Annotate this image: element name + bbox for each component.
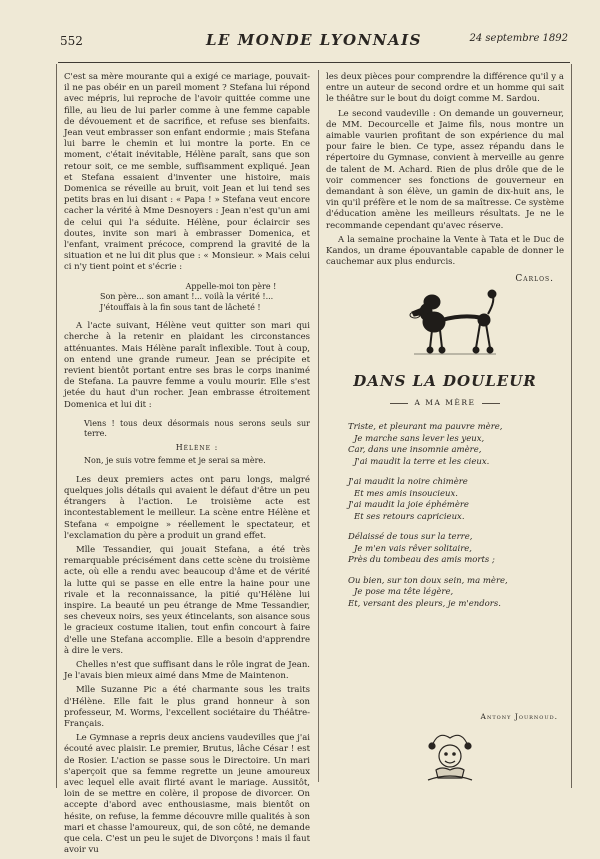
paragraph: C'est sa mère mourante qui a exigé ce mariage, pouvait-il ne pas obéir en un pareil moment ? Stefana lui répond avec mépris, lui reproche de l'avoir quittée comme une fille, au lieu de lui parler comme à une femme capable de dévouement et de sacrifice, et refuse ses bienfaits. Jean veut embrasser son enfant endormie ; mais Stefana lui barre le chemin et lui montre la porte. En ce moment, c'était inévitable, Hélène paraît, sans que son retour soit, ce me semble, suffisamment expliqué. Jean et Stefana essaient d'inventer une histoire, mais Domenica se réveille au bruit, voit Jean et lui tend ses petits bras en lui disant : « Papa ! » Stefana veut encore cacher la vérité à Mme Desnoyers : Jean n'est qu'un ami de celui qui l'a séduite. Hélène, pour éclaircir ses doutes, invite son mari à embrasser Domenica, et l'enfant, vraiment précoce, comprend la gravité de la situation et ne lui dit plus que : « Monsieur. » Mais celui ci n'y tient point et s'écrie : (64, 72, 310, 273)
paragraph: les deux pièces pour comprendre la différence qu'il y a entre un auteur de second ordre et un homme qui sait le théâtre sur le bout du doigt comme M. Sardou. (326, 72, 564, 105)
issue-date: 24 septembre 1892 (469, 33, 568, 44)
paragraph: Le second vaudeville : On demande un gouverneur, de MM. Decourcelle et Jaime fils, nous montre un aimable vaurien profitant de son expérience du mal pour faire le bien. Ce type, assez répandu dans le répertoire du Gymnase, convient à merveille au genre de talent de M. Achard. Rien de plus drôle que de le voir commencer ses fonctions de gouverneur en demandant à son élève, un gamin de dix-huit ans, le vin qu'il préfère et le nom de sa maîtresse. Ce système d'éducation amène les meilleurs résultats. Je ne le recommande cependant qu'avec réserve. (326, 108, 564, 231)
right-column (326, 72, 564, 286)
masthead-title: LE MONDE LYONNAIS (205, 31, 423, 49)
verse-quote (76, 419, 310, 467)
poem-line: Je m'en vais rêver solitaire, (354, 543, 472, 554)
jester-illustration (418, 728, 482, 784)
verse-line: Son père... son amant !... voilà la vérité !... (100, 292, 274, 302)
verse-line: Non, je suis votre femme et je serai sa mère. (84, 456, 266, 466)
poem-line: Près du tombeau des amis morts ; (348, 555, 495, 565)
verse-line: J'étouffais à la fin sous tant de lâcheté ! (100, 302, 261, 312)
left-column (64, 72, 310, 859)
poem-line: Car, dans une insomnie amère, (348, 445, 482, 455)
poem-line: Je pose ma tête légère, (354, 587, 454, 597)
poem-stanza (348, 422, 564, 468)
paragraph: A la semaine prochaine la Vente à Tata et le Duc de Kandos, un drame épouvantable capable de donner le cauchemar aux plus endurcis. (326, 234, 564, 268)
page-number: 552 (60, 34, 83, 48)
column-divider (318, 70, 319, 782)
poem-author: Antony Journoud. (480, 712, 558, 721)
poem-dedication: A MA MÈRE (326, 398, 564, 407)
author-signature: Carlos. (515, 274, 554, 285)
verse-line: Appelle-moi ton père ! (185, 281, 277, 291)
poem-line: J'ai maudit la joie éphémère (348, 500, 469, 510)
paragraph: Mlle Tessandier, qui jouait Stefana, a été très remarquable précisément dans cette scène du troisième acte, où elle a rendu avec beaucoup d'âme et de vérité la lutte qui se passe en elle entre la haine pour une rivale et la reconnaissance, la pitié qu'Hélène lui inspire. La beauté un peu étrange de Mme Tessandier, ses cheveux noirs, ses yeux étincelants, son aisance sous le gracieux costume italien, tout enfin concourt à faire d'elle une Stefana accomplie. Elle a besoin d'apprendre à dire le vers. (64, 545, 310, 656)
poem-stanza (348, 477, 564, 523)
poem-line: Triste, et pleurant ma pauvre mère, (348, 422, 503, 432)
poodle-illustration (404, 288, 502, 360)
verse-line: Viens ! tous deux désormais nous serons seuls sur terre. (84, 418, 310, 439)
poem-stanza (348, 532, 564, 567)
poem-line: J'ai maudit la noire chimère (348, 477, 468, 487)
poem-title: DANS LA DOULEUR (353, 372, 537, 390)
poem-line: Et, versant des pleurs, je m'endors. (348, 598, 501, 609)
paragraph: Les deux premiers actes ont paru longs, malgré quelques jolis détails qui avaient le défaut d'être un peu étrangers à l'action. Le troisième acte est incontestablement le meilleur. La scène entre Hélène et Stefana « empoigne » réellement le spectateur, et l'exclamation du père a produit un grand effet. (64, 474, 310, 541)
verse-quote (92, 282, 310, 314)
poem-line: Ou bien, sur ton doux sein, ma mère, (348, 575, 508, 586)
paragraph: Le Gymnase a repris deux anciens vaudevilles que j'ai écouté avec plaisir. Le premier, Brutus, lâche César ! est de Rosier. L'action se passe sous le Directoire. Un mari s'aperçoit que sa femme regrette un jeune amoureux avec lequel elle avait flirté avant le mariage. Aussitôt, loin de se mettre en colère, il propose de divorcer. On accepte d'abord avec enthousiasme, mais bientôt on hésite, on refuse, la femme découvre mille qualités à son mari et chasse l'amoureux, qui, de son côté, ne demande que cela. C'est un peu le sujet de Divorçons ! mais il faut avoir vu (64, 733, 310, 856)
speaker-name: Hélène : (175, 442, 219, 452)
paragraph: A l'acte suivant, Hélène veut quitter son mari qui cherche à la retenir en plaidant les circonstances atténuantes. Mais Hélène paraît inflexible. Tout à coup, on entend une grande rumeur. Jean se précipite et revient bientôt portant entre ses bras le corps inanimé de Stefana. La pauvre femme a voulu mourir. Elle s'est jetée du haut d'un rocher. Jean embrasse étroitement Domenica et lui dit : (64, 321, 310, 410)
paragraph: Chelles n'est que suffisant dans le rôle ingrat de Jean. Je l'avais bien mieux aimé dans Mme de Maintenon. (64, 660, 310, 682)
poem-line: J'ai maudit la terre et les cieux. (354, 456, 490, 467)
paragraph: Mlle Suzanne Pic a été charmante sous les traits d'Hélène. Elle fait le plus grand honneur à son professeur, M. Worms, l'excellent sociétaire du Théâtre-Français. (64, 685, 310, 730)
poem-line: Et ses retours capricieux. (354, 511, 465, 522)
poem-body (348, 422, 564, 619)
page-header (58, 28, 570, 63)
poem-stanza (348, 576, 564, 611)
poem-line: Délaissé de tous sur la terre, (348, 532, 473, 542)
poem-line: Et mes amis insoucieux. (354, 488, 459, 499)
poem-line: Je marche sans lever les yeux, (354, 433, 485, 444)
